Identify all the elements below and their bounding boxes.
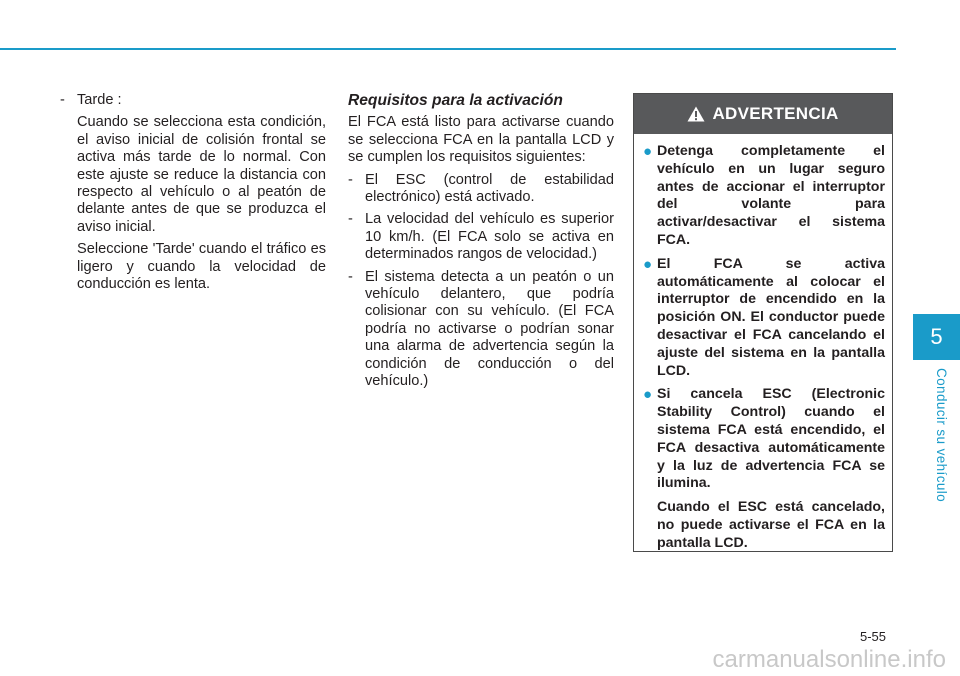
paragraph: Cuando se selecciona esta condición, el aviso inicial de colisión frontal se activa más tarde de lo normal. Con este ajuste se reduce la distancia con respecto al vehículo o al peatón de delante antes de que se produzca el aviso inicial. — [77, 114, 326, 235]
column-left — [60, 92, 326, 298]
dash-marker: - — [348, 268, 353, 285]
list-item-text: El sistema detecta a un peatón o un vehículo delantero, que podría colisionar con su vehículo. (El FCA podría no activarse o podrían sonar una alarma de advertencia según la condición de conducción o del vehículo.) — [365, 268, 614, 390]
warning-continuation: Cuando el ESC está cancelado, no puede activarse el FCA en la pantalla LCD. — [657, 499, 885, 551]
chapter-title: Conducir su vehículo — [934, 368, 949, 503]
bullet-icon: ● — [643, 143, 653, 160]
list-item — [348, 211, 614, 263]
paragraph: El FCA está listo para activarse cuando se selecciona FCA en la pantalla LCD y se cumplen los requisitos siguientes: — [348, 114, 614, 166]
list-item-text: La velocidad del vehículo es superior 10 km/h. (El FCA solo se activa en determinados rangos de velocidad.) — [365, 211, 614, 263]
list-item-text: El ESC (control de estabilidad electrónico) está activado. — [365, 171, 614, 206]
warning-text: Si cancela ESC (Electronic Stability Control) cuando el sistema FCA está encendido, el FCA desactiva automáticamente y la luz de advertencia FCA se ilumina. — [657, 386, 885, 492]
warning-body — [634, 134, 892, 553]
column-middle — [348, 92, 614, 396]
watermark: carmanualsonline.info — [712, 646, 946, 673]
warning-box — [633, 93, 893, 552]
paragraph: Seleccione 'Tarde' cuando el tráfico es ligero y cuando la velocidad de conducción es lenta. — [77, 241, 326, 293]
dash-marker: - — [60, 92, 65, 108]
bullet-icon: ● — [643, 386, 653, 404]
warning-bullet-item — [643, 143, 885, 250]
bullet-icon: ● — [643, 255, 653, 273]
item-label: Tarde : — [77, 92, 122, 108]
list-item — [348, 172, 614, 207]
warning-triangle-icon — [687, 106, 705, 122]
warning-header — [634, 94, 892, 134]
warning-bullet-item — [643, 256, 885, 381]
list-item-tarde — [60, 92, 326, 109]
top-rule — [0, 48, 896, 50]
section-heading: Requisitos para la activación — [348, 92, 563, 109]
chapter-tab: 5 — [913, 314, 960, 360]
warning-text: El FCA se activa automáticamente al colocar el interruptor de encendido en la posición ON. El conductor puede desactivar el FCA cancelando el ajuste del sistema en la pantalla LCD. — [657, 255, 885, 379]
dash-marker: - — [348, 171, 353, 188]
warning-text: Detenga completamente el vehículo en un lugar seguro antes de accionar el interruptor del volante para activar/desactivar el sistema FCA. — [657, 143, 885, 248]
dash-marker: - — [348, 211, 353, 228]
warning-bullet-item — [643, 386, 885, 493]
list-item — [348, 269, 614, 391]
warning-title: ADVERTENCIA — [712, 104, 839, 123]
page-number: 5-55 — [860, 629, 887, 644]
